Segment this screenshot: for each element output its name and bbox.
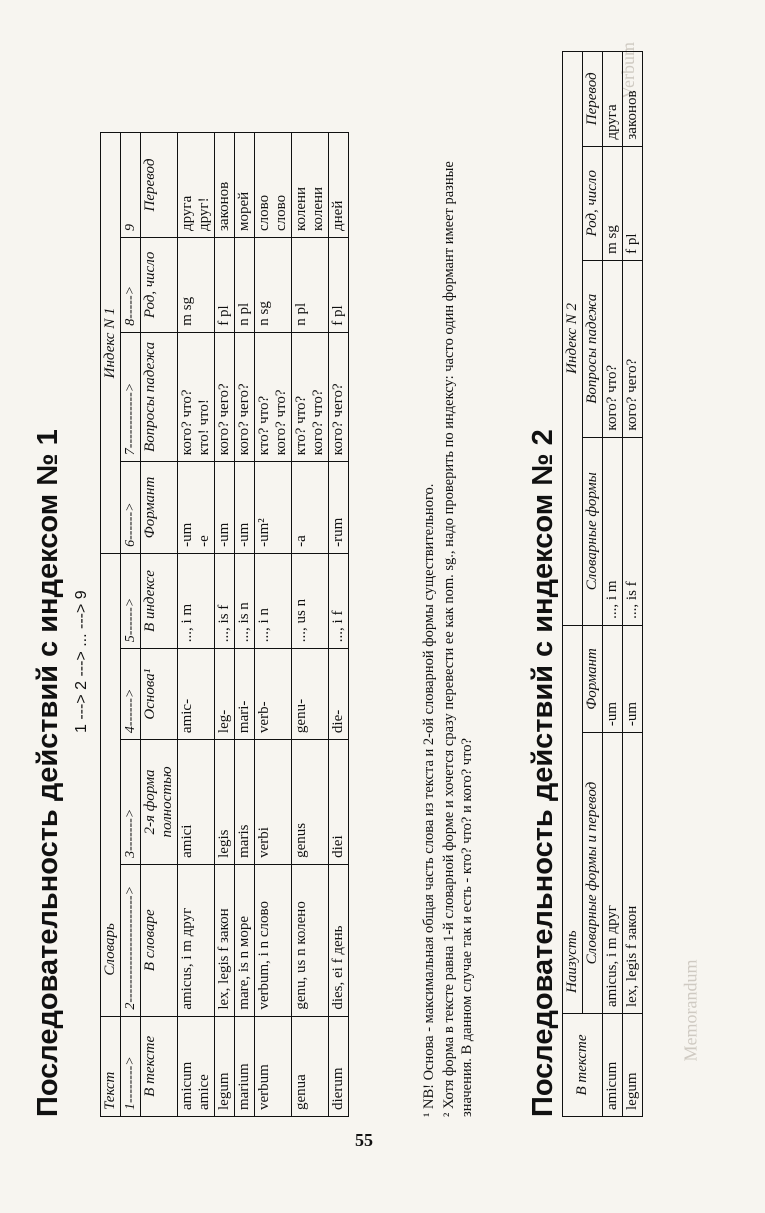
column-header: В словаре (141, 864, 178, 1016)
table-cell: -um² (255, 462, 292, 554)
table-cell: f pl (329, 238, 349, 333)
table-cell: ..., i m (603, 437, 623, 625)
index2-table (562, 51, 643, 1117)
table-cell: законов (623, 52, 643, 147)
table-cell: genus (292, 740, 329, 865)
table-cell: m sg (603, 146, 623, 260)
table-row (623, 52, 643, 1117)
table-cell: amicum (603, 1014, 623, 1117)
column-header: В тексте (141, 1016, 178, 1116)
column-header: Словарные формы (583, 437, 603, 625)
table-cell: f pl (215, 238, 235, 333)
table-row (235, 133, 255, 1117)
group-memorize: Наизусть (563, 625, 583, 1013)
table-cell: ..., i f (329, 553, 349, 648)
index1-table (100, 132, 349, 1117)
table-cell: maris (235, 740, 255, 865)
table-cell: lex, legis f закон (215, 864, 235, 1016)
table-row (255, 133, 292, 1117)
table-cell: mare, is n море (235, 864, 255, 1016)
table-cell: amicum amice (178, 1016, 215, 1116)
table-cell: marium (235, 1016, 255, 1116)
table-cell: ..., is f (623, 437, 643, 625)
table-cell: кого? чего? (623, 260, 643, 437)
table-cell: genu- (292, 649, 329, 740)
table-row (178, 133, 215, 1117)
table-cell: verbum, i n слово (255, 864, 292, 1016)
footnotes (420, 132, 478, 1117)
table-cell: mari- (235, 649, 255, 740)
column-header: Род, число (141, 238, 178, 333)
column-header: Перевод (583, 52, 603, 147)
table-cell: -um (623, 625, 643, 732)
column-header: Словарные формы и перевод (583, 733, 603, 1014)
table-cell: legum (623, 1014, 643, 1117)
table-cell: ..., us n (292, 553, 329, 648)
step-cell: 4------> (121, 649, 141, 740)
table-cell: m sg (178, 238, 215, 333)
table-cell: genu, us n колено (292, 864, 329, 1016)
column-header: Перевод (141, 133, 178, 238)
table-cell: verb- (255, 649, 292, 740)
table-cell: amicus, i m друг (178, 864, 215, 1016)
table-row (215, 133, 235, 1117)
table-row (329, 133, 349, 1117)
table-cell: колени колени (292, 133, 329, 238)
group-text-2: В тексте (563, 1014, 603, 1117)
table-cell: die- (329, 649, 349, 740)
table-cell: n pl (235, 238, 255, 333)
step-cell: 7------------> (121, 332, 141, 462)
table-cell: -um (603, 625, 623, 732)
table-cell: кого? что? кто! что! (178, 332, 215, 462)
table-cell: amici (178, 740, 215, 865)
column-header: Род, число (583, 146, 603, 260)
table-cell: ..., i m (178, 553, 215, 648)
table-cell: кого? что? (603, 260, 623, 437)
table-cell: друга друг! (178, 133, 215, 238)
table-cell: legis (215, 740, 235, 865)
column-header: Вопросы падежа (141, 332, 178, 462)
table-cell: n sg (255, 238, 292, 333)
steps-row (121, 133, 141, 1117)
column-header: Вопросы падежа (583, 260, 603, 437)
table-cell: друга (603, 52, 623, 147)
column-header: Основа¹ (141, 649, 178, 740)
header-row (141, 133, 178, 1117)
table-cell: -um -e (178, 462, 215, 554)
column-header: Формант (141, 462, 178, 554)
step-cell: 2-----------------------> (121, 864, 141, 1016)
footnote-1: ¹ NB! Основа - максимальная общая часть слова из текста и 2-ой словарной формы существительного. (421, 483, 437, 1117)
table-cell: слово слово (255, 133, 292, 238)
table-cell: dierum (329, 1016, 349, 1116)
header-row-2 (583, 52, 603, 1117)
table-cell: legum (215, 1016, 235, 1116)
footnote-2: ² Хотя форма в тексте равна 1-й словарной форме и хочется сразу перевести ее как nom. sg., надо проверить по индексу: часто один формант имеет разные значения. В данном случае так и есть - кто? что? и кого? что? (441, 161, 475, 1117)
table-cell: genua (292, 1016, 329, 1116)
section1-title: Последовательность действий с индексом № 1 (32, 429, 64, 1117)
page-number: 55 (355, 1130, 373, 1150)
table-cell: leg- (215, 649, 235, 740)
table-cell: кого? чего? (235, 332, 255, 462)
table-cell: ..., i n (255, 553, 292, 648)
section2-title: Последовательность действий с индексом № 2 (527, 429, 559, 1117)
step-cell: 9 (121, 133, 141, 238)
table-cell: dies, ei f день (329, 864, 349, 1016)
table-row (603, 52, 623, 1117)
table-cell: кто? что? кого? что? (255, 332, 292, 462)
group-index-2: Индекс N 2 (563, 52, 583, 626)
table-cell: морей (235, 133, 255, 238)
column-header: 2-я форма полностью (141, 740, 178, 865)
column-header: В индексе (141, 553, 178, 648)
group-row-2 (563, 52, 583, 1117)
table-cell: ..., is n (235, 553, 255, 648)
table-cell: кто? что? кого? что? (292, 332, 329, 462)
step-cell: 6------> (121, 462, 141, 554)
section1-sequence: 1 ---> 2 ---> ... ---> 9 (73, 590, 90, 733)
table-cell: amicus, i m друг (603, 733, 623, 1014)
step-cell: 1--------> (121, 1016, 141, 1116)
table-cell: кого? чего? (215, 332, 235, 462)
table-cell: ..., is f (215, 553, 235, 648)
table-cell: -um (215, 462, 235, 554)
group-dictionary: Словарь (101, 553, 121, 1016)
step-cell: 3-------> (121, 740, 141, 865)
table-cell: -rum (329, 462, 349, 554)
group-text: Текст (101, 1016, 121, 1116)
step-cell: 8-----> (121, 238, 141, 333)
bleed-through-text: Verbum (618, 42, 638, 99)
column-header: Формант (583, 625, 603, 732)
table-cell: amic- (178, 649, 215, 740)
table-cell: diei (329, 740, 349, 865)
table-row (292, 133, 329, 1117)
group-index: Индекс N 1 (101, 133, 121, 554)
table-cell: кого? чего? (329, 332, 349, 462)
bleed-through-text: Memorandum (680, 959, 701, 1062)
table-cell: -a (292, 462, 329, 554)
table-cell: verbum (255, 1016, 292, 1116)
table-cell: -um (235, 462, 255, 554)
table-cell: verbi (255, 740, 292, 865)
table-cell: дней (329, 133, 349, 238)
table-cell: n pl (292, 238, 329, 333)
step-cell: 5------> (121, 553, 141, 648)
table-cell: законов (215, 133, 235, 238)
table-cell: lex, legis f закон (623, 733, 643, 1014)
table-cell: f pl (623, 146, 643, 260)
group-row (101, 133, 121, 1117)
